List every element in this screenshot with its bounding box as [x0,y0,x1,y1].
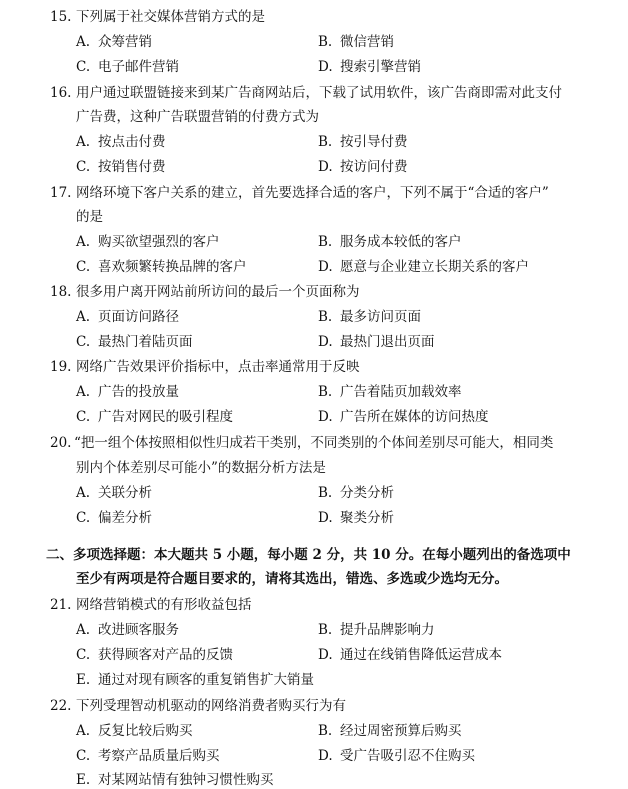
q20-stem: “把一组个体按照相似性归成若干类别，不同类别的个体间差别尽可能大，相同类 [74,435,554,451]
option-text: 按点击付费 [98,134,166,150]
option-letter: A. [76,34,91,50]
q17-option-a[interactable] [76,233,220,251]
q20-number: 20. [50,435,72,451]
option-letter: C. [76,59,91,75]
option-letter: C. [76,748,91,764]
option-letter: C. [76,510,91,526]
option-letter: D. [318,647,333,663]
q16-option-a[interactable] [76,133,166,151]
q19-stem: 网络广告效果评价指标中，点击率通常用于反映 [76,359,360,375]
q22-option-c[interactable] [76,747,220,765]
option-text: 偏差分析 [98,510,152,526]
option-text: 获得顾客对产品的反馈 [98,647,233,663]
option-letter: B. [318,622,333,638]
option-text: 众筹营销 [98,34,152,50]
q16-option-d[interactable] [318,158,408,176]
q19-option-d[interactable] [318,408,489,426]
option-letter: B. [318,384,333,400]
q21-option-a[interactable] [76,621,179,639]
option-letter: C. [76,647,91,663]
q15-number: 15. [50,9,72,25]
option-letter: B. [318,134,333,150]
option-letter: A. [76,234,91,250]
q17-stem: 网络环境下客户关系的建立，首先要选择合适的客户，下列不属于“合适的客户” [76,185,549,201]
q15-stem: 下列属于社交媒体营销方式的是 [76,9,265,25]
option-text: 对某网站情有独钟习惯性购买 [98,772,274,788]
q19-option-b[interactable] [318,383,462,401]
q21-option-c[interactable] [76,646,233,664]
option-text: 改进顾客服务 [98,622,179,638]
option-letter: B. [318,234,333,250]
q17-number: 17. [50,185,72,201]
q16-number: 16. [50,85,72,101]
option-letter: A. [76,134,91,150]
option-letter: C. [76,334,91,350]
option-text: 电子邮件营销 [98,59,179,75]
option-text: 最热门着陆页面 [98,334,193,350]
q21-option-d[interactable] [318,646,502,664]
option-text: 服务成本较低的客户 [340,234,462,250]
q22-stem: 下列受理智动机驱动的网络消费者购买行为有 [76,698,346,714]
option-letter: D. [318,510,333,526]
option-letter: D. [318,409,333,425]
option-letter: A. [76,309,91,325]
option-letter: D. [318,748,333,764]
q16-option-c[interactable] [76,158,166,176]
q19-option-c[interactable] [76,408,233,426]
option-text: 广告所在媒体的访问热度 [340,409,489,425]
q21-option-e[interactable] [76,671,314,689]
q18-number: 18. [50,284,72,300]
q20-stem-cont: 别内个体差别尽可能小”的数据分析方法是 [76,460,326,476]
option-text: 搜索引擎营销 [340,59,421,75]
option-text: 通过在线销售降低运营成本 [340,647,502,663]
q22-option-b[interactable] [318,722,462,740]
q16-stem: 用户通过联盟链接来到某广告商网站后，下载了试用软件，该广告商即需对此支付 [76,85,562,101]
option-letter: C. [76,409,91,425]
option-letter: C. [76,159,91,175]
q15-option-d[interactable] [318,58,421,76]
option-text: 关联分析 [98,485,152,501]
q20-option-b[interactable] [318,484,394,502]
option-text: 受广告吸引忍不住购买 [340,748,475,764]
option-text: 广告的投放量 [98,384,179,400]
option-text: 愿意与企业建立长期关系的客户 [340,259,529,275]
q19-number: 19. [50,359,72,375]
q19-option-a[interactable] [76,383,179,401]
section2-heading: 二、多项选择题：本大题共 5 小题，每小题 2 分，共 10 分。在每小题列出的备选项中 [46,547,571,563]
q20-option-c[interactable] [76,509,152,527]
q21-option-b[interactable] [318,621,435,639]
option-text: 微信营销 [340,34,394,50]
q16-stem-cont: 广告费，这种广告联盟营销的付费方式为 [76,109,319,125]
option-text: 喜欢频繁转换品牌的客户 [98,259,247,275]
q18-option-b[interactable] [318,308,421,326]
option-letter: D. [318,259,333,275]
option-letter: D. [318,59,333,75]
q15-option-c[interactable] [76,58,179,76]
q18-option-d[interactable] [318,333,435,351]
q22-number: 22. [50,698,72,714]
option-letter: C. [76,259,91,275]
option-text: 考察产品质量后购买 [98,748,220,764]
option-text: 经过周密预算后购买 [340,723,462,739]
q17-option-c[interactable] [76,258,247,276]
option-text: 按销售付费 [98,159,166,175]
q18-option-a[interactable] [76,308,179,326]
q17-stem-cont: 的是 [76,209,103,225]
option-text: 提升品牌影响力 [340,622,435,638]
option-letter: E. [76,772,91,788]
q20-option-a[interactable] [76,484,152,502]
q16-option-b[interactable] [318,133,408,151]
option-text: 广告着陆页加载效率 [340,384,462,400]
q22-option-d[interactable] [318,747,475,765]
option-text: 最多访问页面 [340,309,421,325]
option-letter: B. [318,34,333,50]
q21-stem: 网络营销模式的有形收益包括 [76,597,252,613]
q18-option-c[interactable] [76,333,193,351]
option-letter: B. [318,309,333,325]
q15-option-b[interactable] [318,33,394,51]
option-text: 广告对网民的吸引程度 [98,409,233,425]
option-letter: D. [318,334,333,350]
option-letter: B. [318,485,333,501]
option-text: 页面访问路径 [98,309,179,325]
q22-option-e[interactable] [76,771,274,789]
option-letter: A. [76,485,91,501]
q22-option-a[interactable] [76,722,193,740]
q17-option-b[interactable] [318,233,462,251]
option-text: 购买欲望强烈的客户 [98,234,220,250]
option-text: 聚类分析 [340,510,394,526]
section2-instructions: 至少有两项是符合题目要求的，请将其选出，错选、多选或少选均无分。 [76,571,508,587]
option-text: 反复比较后购买 [98,723,193,739]
option-letter: E. [76,672,91,688]
option-text: 按访问付费 [340,159,408,175]
q15-option-a[interactable] [76,33,152,51]
option-letter: A. [76,622,91,638]
option-letter: B. [318,723,333,739]
q20-option-d[interactable] [318,509,394,527]
q21-number: 21. [50,597,72,613]
q17-option-d[interactable] [318,258,529,276]
option-text: 分类分析 [340,485,394,501]
option-letter: A. [76,723,91,739]
option-text: 最热门退出页面 [340,334,435,350]
option-text: 通过对现有顾客的重复销售扩大销量 [98,672,314,688]
q18-stem: 很多用户离开网站前所访问的最后一个页面称为 [76,284,360,300]
option-text: 按引导付费 [340,134,408,150]
option-letter: A. [76,384,91,400]
option-letter: D. [318,159,333,175]
